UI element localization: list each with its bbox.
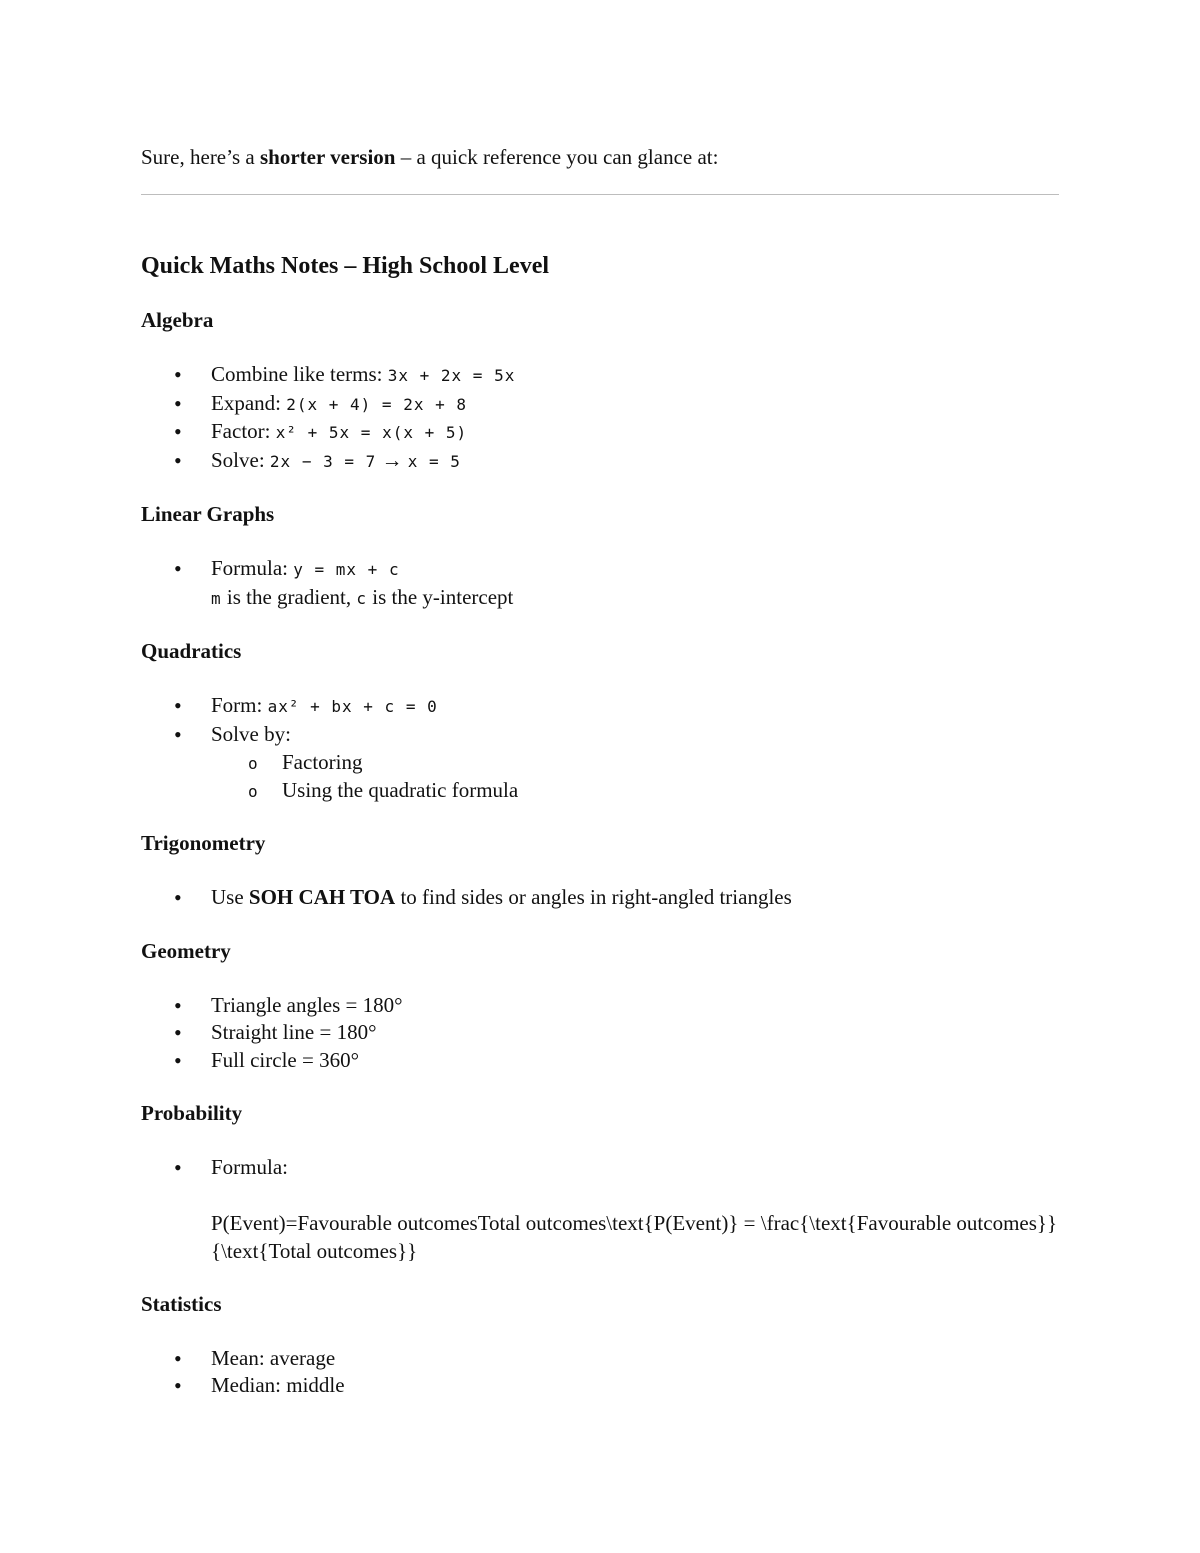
sub-list-item: o Using the quadratic formula (211, 776, 1059, 804)
intro-pre: Sure, here’s a (141, 145, 260, 169)
list-item: • Straight line = 180° (141, 1019, 1059, 1047)
item-bold: SOH CAH TOA (248, 885, 396, 909)
intro-post: – a quick reference you can glance at: (395, 145, 719, 169)
heading-probability: Probability (141, 1101, 243, 1125)
horizontal-rule (141, 194, 1059, 195)
item-code: 2x − 3 = 7 (269, 451, 377, 471)
list-item (141, 555, 1059, 612)
item-label: Formula: (211, 556, 294, 580)
item-label: Solve: (211, 447, 270, 472)
heading-statistics: Statistics (141, 1291, 222, 1316)
item-code: 3x + 2x = 5x (387, 366, 516, 385)
list-item (141, 1154, 1059, 1265)
item-label: Solve by: (211, 721, 291, 746)
item-code: 2(x + 4) = 2x + 8 (286, 394, 467, 414)
item-code: ax² + bx + c = 0 (267, 697, 438, 716)
list-item (141, 721, 1059, 805)
item-code: y = mx + c (293, 560, 400, 579)
trig-list (141, 884, 1059, 912)
arrow-glyph: → (376, 447, 408, 472)
list-item: • Median: middle (141, 1372, 1059, 1400)
statistics-list (141, 1345, 1059, 1400)
list-item (141, 447, 1059, 476)
list-item (141, 418, 1059, 447)
heading-trigonometry: Trigonometry (141, 831, 266, 855)
list-item (141, 390, 1059, 419)
item-code: x² + 5x = x(x + 5) (275, 423, 468, 442)
item-label: Expand: (211, 390, 287, 415)
list-item (141, 361, 1059, 390)
linear-list (141, 555, 1059, 612)
list-item (141, 692, 1059, 721)
heading-algebra: Algebra (141, 308, 214, 332)
probability-list (141, 1154, 1059, 1265)
intro-line (141, 140, 1059, 174)
intro-bold: shorter version (259, 145, 396, 169)
probability-formula: P(Event)=Favourable outcomesTotal outcomes\text{P(Event)} = \frac{\text{Favourable outcomes}}{\text{Total outcomes}} (211, 1210, 1058, 1263)
item-text: to find sides or angles in right-angled triangles (395, 885, 792, 909)
item-text: is the gradient, (221, 584, 357, 609)
list-item: • Mean: average (141, 1345, 1059, 1373)
item-text: is the y-intercept (367, 584, 514, 609)
geometry-list (141, 992, 1059, 1075)
item-label: Combine like terms: (211, 362, 388, 386)
heading-linear-graphs: Linear Graphs (141, 502, 275, 526)
heading-quadratics: Quadratics (141, 639, 242, 663)
list-item (141, 884, 1059, 912)
list-item: • Full circle = 360° (141, 1047, 1059, 1075)
item-text: Use (211, 885, 249, 909)
item-label: Formula: (211, 1155, 288, 1179)
heading-geometry: Geometry (141, 938, 231, 963)
sub-list-item: o Factoring (211, 748, 1059, 776)
list-item: • Triangle angles = 180° (141, 992, 1059, 1020)
item-label: Form: (211, 693, 268, 717)
quadratics-list (141, 692, 1059, 804)
item-code: x = 5 (407, 451, 461, 471)
algebra-list (141, 361, 1059, 475)
item-code: c (356, 588, 367, 608)
item-label: Factor: (211, 419, 276, 443)
document-page (141, 140, 1059, 1400)
solve-methods-list (211, 748, 1059, 804)
document-title: Quick Maths Notes – High School Level (141, 253, 550, 279)
item-code: m (211, 588, 222, 608)
